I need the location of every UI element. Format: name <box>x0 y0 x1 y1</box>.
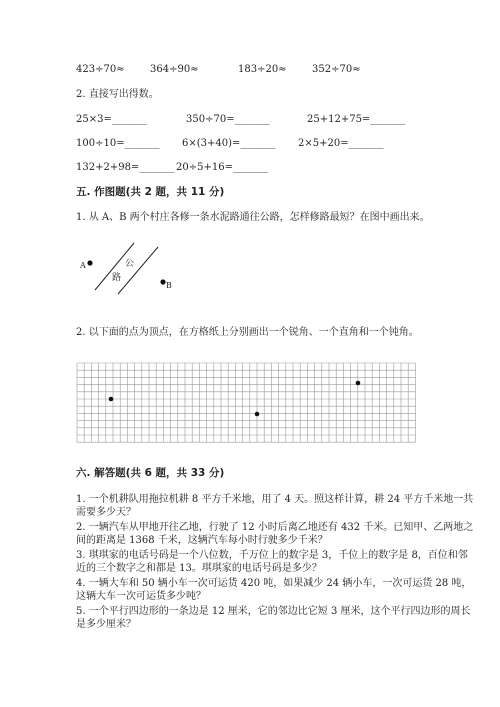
road-label-2: 路 <box>112 273 122 283</box>
word-problem: 1. 一个机耕队用拖拉机耕 8 平方千米地，用了 4 天。照这样计算，耕 24 平方千米地一共需要多少天？ <box>76 494 474 518</box>
calc-item: 350÷70=_______ <box>186 114 270 125</box>
calc-item: 20÷5+16=_______ <box>176 162 268 173</box>
section-heading: 五. 作图题(共 2 题，共 11 分) <box>76 186 225 198</box>
calc-item: 100÷10=_______ <box>76 138 160 149</box>
calc-item: 423÷70≈ <box>76 64 125 75</box>
question-title: 2. 直接写出得数。 <box>76 89 159 100</box>
word-problem: 2. 一辆汽车从甲地开往乙地，行驶了 12 小时后离乙地还有 432 千米。已知甲、乙两地之间的距离是 1368 千米，这辆汽车每小时行驶多少千米？ <box>76 522 474 546</box>
calc-item: 183÷20≈ <box>238 64 287 75</box>
village-b-label: B <box>166 281 172 290</box>
word-problem: 4. 一辆大车和 50 辆小车一次可运货 420 吨，如果减少 24 辆小车，一次可运货 28 吨，这辆大车一次可运货多少吨？ <box>76 578 472 602</box>
grid-vertex-point <box>255 412 260 417</box>
calc-item: 6×(3+40)=_______ <box>182 138 276 149</box>
road-label-1: 公 <box>125 259 135 269</box>
grid-vertex-point <box>109 397 114 402</box>
calc-item: 25×3=_______ <box>76 114 147 125</box>
village-a-label: A <box>80 261 86 270</box>
word-problem: 3. 琪琪家的电话号码是一个八位数，千万位上的数字是 3，千位上的数字是 8，百位和邻近的三个数字之和都是 13。琪琪家的电话号码是多少？ <box>76 550 468 574</box>
calc-item: 132+2+98=_______ <box>76 162 175 173</box>
word-problem: 5. 一个平行四边形的一条边是 12 厘米，它的邻边比它短 3 厘米，这个平行四边形的周长是多少厘米？ <box>76 606 471 630</box>
calc-item: 2×5+20=_______ <box>298 138 384 149</box>
calc-item: 352÷70≈ <box>312 64 361 75</box>
grid-vertex-point <box>356 381 361 386</box>
question-text: 2. 以下面的点为顶点，在方格纸上分别画出一个锐角、一个直角和一个钝角。 <box>76 327 419 338</box>
calc-item: 25+12+75=_______ <box>307 114 406 125</box>
section-heading: 六. 解答题(共 6 题，共 33 分) <box>76 467 225 479</box>
question-text: 1. 从 A、B 两个村庄各修一条水泥路通往公路，怎样修路最短？在图中画出来。 <box>76 212 430 223</box>
calc-item: 364÷90≈ <box>150 64 199 75</box>
